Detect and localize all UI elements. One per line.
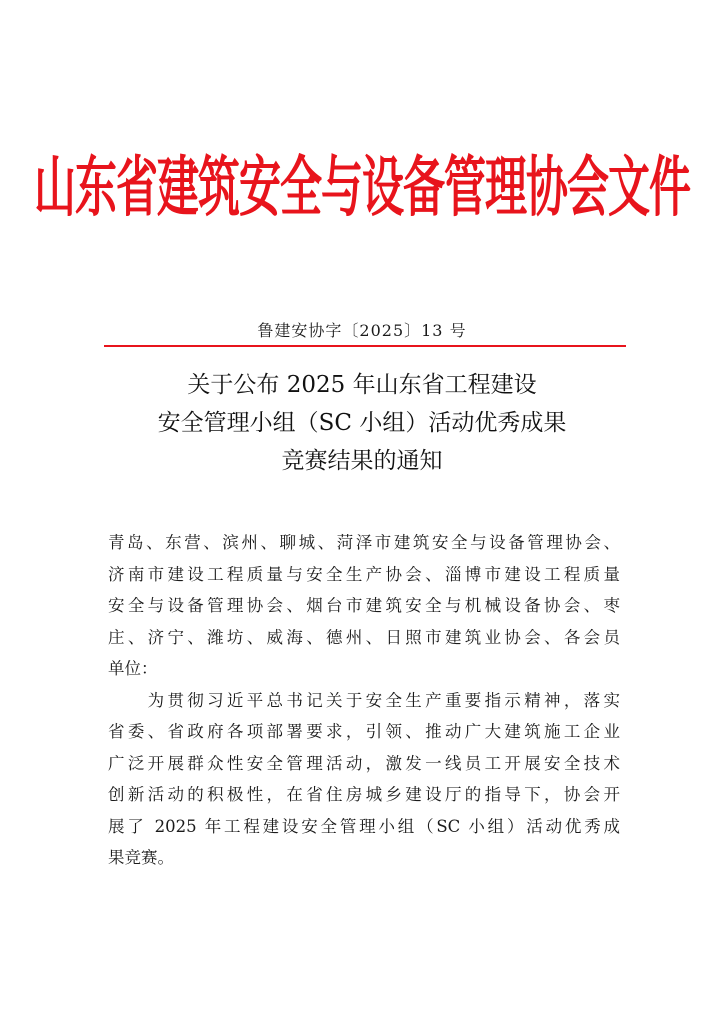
notice-body [108,527,620,874]
body-line: 省委、省政府各项部署要求，引领、推动广大建筑施工企业 [108,722,620,741]
body-line: 展了 2025 年工程建设安全管理小组（SC 小组）活动优秀成 [108,816,620,836]
red-divider [104,345,626,347]
body-line: 安全与设备管理协会、烟台市建筑安全与机械设备协会、枣 [108,596,620,615]
body-line: 青岛、东营、滨州、聊城、菏泽市建筑安全与设备管理协会、 [108,533,620,552]
body-line: 济南市建设工程质量与安全生产协会、淄博市建设工程质量 [108,564,620,584]
title-line: 竞赛结果的通知 [281,448,443,474]
body-line: 单位： [108,659,158,678]
title-line: 安全管理小组（SC 小组）活动优秀成果 [157,410,567,436]
masthead [34,140,691,236]
body-line: 庄、济宁、潍坊、威海、德州、日照市建筑业协会、各会员 [108,627,620,647]
title-line: 关于公布 2025 年山东省工程建设 [187,372,537,398]
body-line: 广泛开展群众性安全管理活动，激发一线员工开展安全技术 [108,753,620,773]
masthead-title: 山东省建筑安全与设备管理协会文件 [34,149,691,226]
body-line: 创新活动的积极性，在省住房城乡建设厅的指导下，协会开 [108,785,620,804]
body-line: 果竞赛。 [108,848,174,867]
body-line: 为贯彻习近平总书记关于安全生产重要指示精神，落实 [108,690,620,710]
notice-title [0,366,724,480]
document-number: 鲁建安协字〔2025〕13 号 [257,321,467,340]
